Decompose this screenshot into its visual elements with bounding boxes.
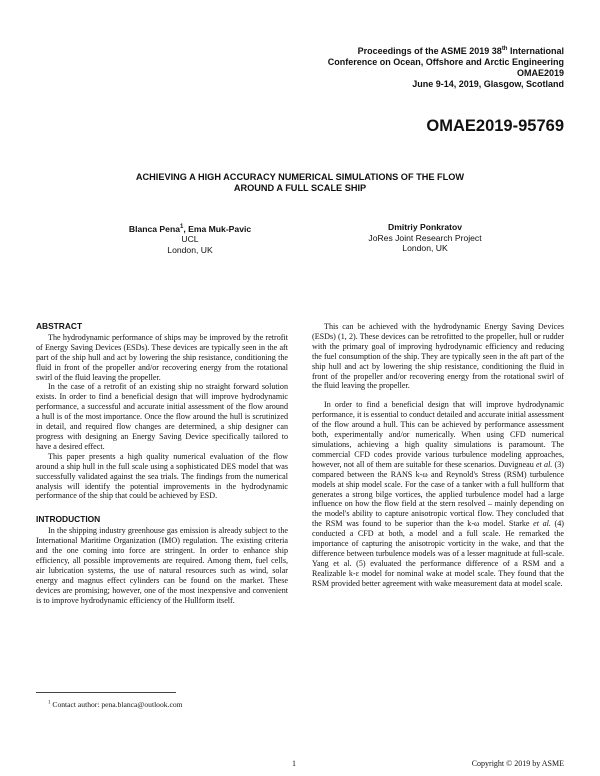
right-paragraph-1: This can be achieved with the hydrodynamic Energy Saving Devices (ESDs) (1, 2). These devices can be retrofitted to the propeller, hull or rudder with the primary goal of improving hydrodynamic efficiency and reducing the fuel consumption of the ship. They are typically seen in the aft part of the ship hull and act by lowering the ship resistance, conditioning the fluid in front of the propeller and/or recovering energy from the rotational swirl of the fluid leaving the propeller. bbox=[312, 322, 564, 391]
abstract-heading: ABSTRACT bbox=[36, 321, 83, 331]
author-name: Blanca Pena bbox=[128, 223, 180, 234]
page-number: 1 bbox=[292, 759, 296, 768]
author-block-2 bbox=[330, 222, 520, 254]
text-run: (4) conducted a CFD at both, a model and a full scale. He remarked the importance of capturing the anisotropic vorticity in the wake, and that the difference between turbulence models was of a lesser magnitude at full-scale. Yang et al. (5) evaluated the performance difference of a RSM and a Realizable k-ε model for nominal wake at model scale. They found that the RSM provided better agreement with wake measurement data at model scale. bbox=[312, 519, 564, 588]
copyright: Copyright © 2019 by ASME bbox=[471, 759, 564, 768]
conference-header bbox=[244, 44, 564, 90]
footnote-text: Contact author: pena.blanca@outlook.com bbox=[50, 700, 183, 709]
author-footnote-mark: 1 bbox=[179, 224, 184, 230]
abstract-paragraph-1: The hydrodynamic performance of ships may be improved by the retrofit of Energy Saving Devices (ESDs). These devices are typically seen in the aft part of the ship hull and act by lowering the ship resistance, conditioning the fluid in front of the propeller and/or recovering energy from the rotational swirl of the fluid leaving the propeller. bbox=[36, 332, 288, 382]
right-column bbox=[312, 322, 564, 589]
author-affiliation: UCL bbox=[181, 234, 199, 245]
introduction-heading: INTRODUCTION bbox=[36, 514, 101, 525]
italic-run: et al. bbox=[535, 459, 553, 469]
footnote bbox=[48, 700, 183, 709]
conference-line1: Proceedings of the ASME 2019 38 bbox=[357, 46, 502, 56]
right-paragraph-2 bbox=[312, 400, 564, 588]
italic-run: et al. bbox=[533, 519, 551, 529]
conference-line3: OMAE2019 bbox=[516, 68, 564, 78]
footnote-rule bbox=[36, 692, 176, 693]
text-run: In order to find a beneficial design that will improve hydrodynamic performance, it is essential to conduct detailed and accurate initial assessment of the flow around a hull. This can be achieved by performance assessment both, experimentally and/or numerically. When using CFD numerical simulations, achieving a high quality simulations is paramount. The commercial CFD codes provide various turbulence modeling approaches, however, not all of them are suitable for these scenarios. Duvigneau bbox=[312, 400, 564, 469]
left-column bbox=[36, 322, 288, 605]
author-location: London, UK bbox=[402, 243, 448, 253]
author-name-2: , Ema Muk-Pavic bbox=[183, 223, 252, 234]
conference-line4: June 9-14, 2019, Glasgow, Scotland bbox=[412, 79, 564, 89]
abstract-paragraph-2: In the case of a retrofit of an existing ship no straight forward solution exists. In order to find a beneficial design that will improve hydrodynamic performance, a successful and accurate initial assessment of the flow around a hull is of the most importance. Once the flow around the hull is scrutinized in detail, and required flow changes are determined, a ship designer can progress with designing an Energy Saving Device specifically tailored to have a desired effect. bbox=[36, 382, 288, 451]
text-run: (3) compared between the RANS k-ω and Reynold's Stress (RSM) turbulence models at ship model scale. For the case of a tanker with a full hullform that generates a strong bilge vortices, the applied turbulence model had a large influence on how the flow field at the stern resolved – mainly depending on the model's ability to capture anisotropic vortical flow. They concluded that the RSM was found to be superior than the k-ω model. Starke bbox=[312, 459, 564, 529]
conference-line1-end: International bbox=[507, 46, 564, 56]
conference-line2: Conference on Ocean, Offshore and Arctic Engineering bbox=[327, 57, 564, 67]
author-location: London, UK bbox=[167, 244, 213, 255]
abstract-paragraph-3: This paper presents a high quality numerical evaluation of the flow around a ship hull in the full scale using a sophisticated DES model that was successfully validated against the sea trials. The findings from the numerical analysis will identify the potential improvements in the hydrodynamic performance of the ship that could be achieved by ESD. bbox=[36, 451, 288, 501]
introduction-paragraph-1: In the shipping industry greenhouse gas emission is already subject to the International Maritime Organization (IMO) regulation. The existing criteria and the one coming into force are stringent. In order to enhance ship efficiency, all possible improvements are required. Among them, fuel cells, air lubrication systems, the use of natural resources such as wind, solar energy and magnus effect cylinders can be found on the market. These devices are promising; however, one of the most inexpensive and convenient is to improve hydrodynamic efficiency of the Hullform itself. bbox=[36, 526, 288, 605]
author-block-1 bbox=[100, 222, 280, 255]
author-affiliation: JoRes Joint Research Project bbox=[368, 232, 482, 243]
author-name: Dmitriy Ponkratov bbox=[387, 222, 463, 232]
paper-title: ACHIEVING A HIGH ACCURACY NUMERICAL SIMULATIONS OF THE FLOW AROUND A FULL SCALE SHIP bbox=[135, 172, 465, 193]
paper-id: OMAE2019-95769 bbox=[426, 117, 564, 135]
footnote-mark: 1 bbox=[48, 700, 51, 706]
superscript: th bbox=[501, 46, 508, 52]
